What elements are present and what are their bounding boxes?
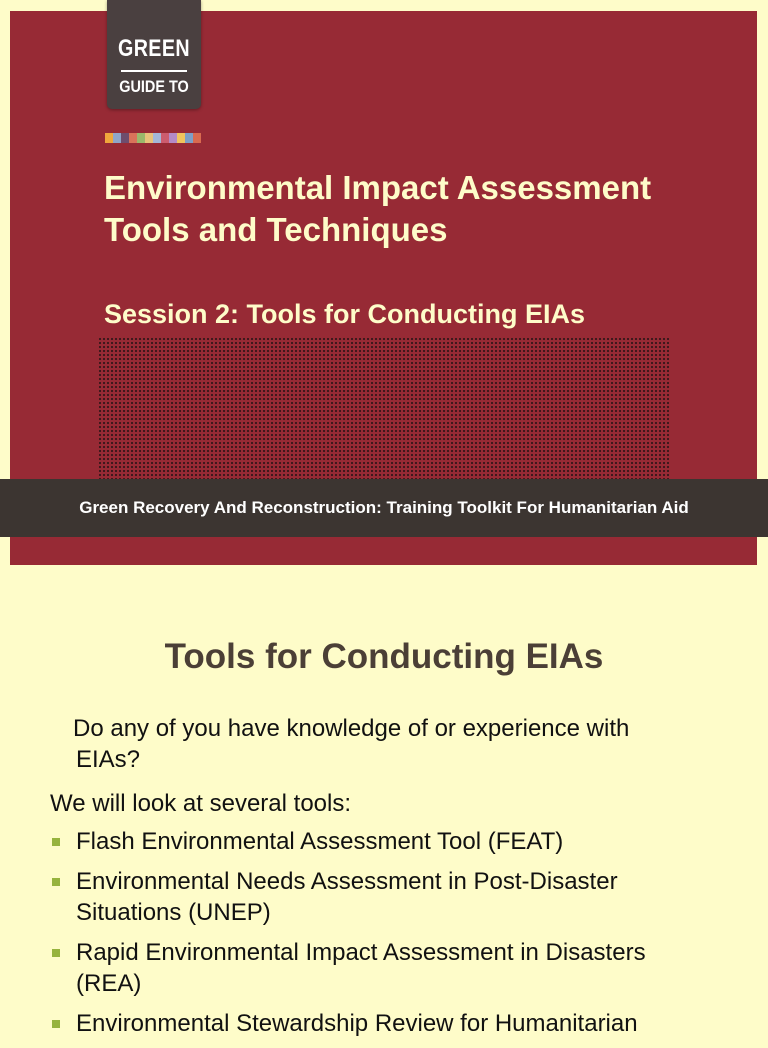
session-subtitle: Session 2: Tools for Conducting EIAs: [104, 299, 586, 329]
color-stripe-segment: [113, 133, 121, 143]
color-stripe-segment: [129, 133, 137, 143]
color-stripe-segment: [121, 133, 129, 143]
title-line-2: Tools and Techniques: [104, 211, 448, 248]
square-bullet-icon: [52, 838, 60, 846]
dot-pattern: [98, 337, 669, 479]
list-item: [0, 826, 716, 857]
logo-divider: [121, 70, 187, 72]
list-item-line-1: Environmental Needs Assessment in Post-Disaster: [76, 868, 618, 895]
color-stripe: [105, 133, 201, 143]
list-item-line-2: (REA): [76, 970, 142, 997]
slide-heading: Tools for Conducting EIAs: [164, 637, 604, 676]
list-item-line-1: Flash Environmental Assessment Tool (FEAT): [76, 828, 564, 855]
list-item: [0, 866, 716, 928]
toolkit-banner: Green Recovery And Reconstruction: Training Toolkit For Humanitarian Aid: [0, 479, 768, 537]
square-bullet-icon: [52, 1020, 60, 1028]
question-line-1: Do any of you have knowledge of or experience with: [73, 715, 630, 742]
intro-text: We will look at several tools:: [50, 790, 352, 817]
logo-line-green: GREEN: [117, 35, 191, 62]
green-guide-logo-tab: [107, 0, 201, 109]
tools-list: [0, 826, 768, 1048]
color-stripe-segment: [145, 133, 153, 143]
color-stripe-segment: [193, 133, 201, 143]
color-stripe-segment: [185, 133, 193, 143]
content-slide: [0, 565, 768, 1037]
title-slide: [10, 11, 757, 565]
list-item: [0, 937, 716, 999]
color-stripe-segment: [161, 133, 169, 143]
logo-line-guide-to: GUIDE TO: [119, 77, 189, 96]
presentation-title: [104, 167, 744, 251]
color-stripe-segment: [177, 133, 185, 143]
color-stripe-segment: [153, 133, 161, 143]
question-text: [50, 713, 710, 775]
list-item-line-2: Situations (UNEP): [76, 899, 271, 926]
list-item-line-1: Environmental Stewardship Review for Humanitarian: [76, 1010, 638, 1037]
color-stripe-segment: [105, 133, 113, 143]
list-item-line-1: Rapid Environmental Impact Assessment in Disasters: [76, 939, 646, 966]
color-stripe-segment: [137, 133, 145, 143]
title-line-1: Environmental Impact Assessment: [104, 169, 652, 206]
square-bullet-icon: [52, 949, 60, 957]
square-bullet-icon: [52, 878, 60, 886]
question-line-2: EIAs?: [76, 746, 141, 773]
color-stripe-segment: [169, 133, 177, 143]
